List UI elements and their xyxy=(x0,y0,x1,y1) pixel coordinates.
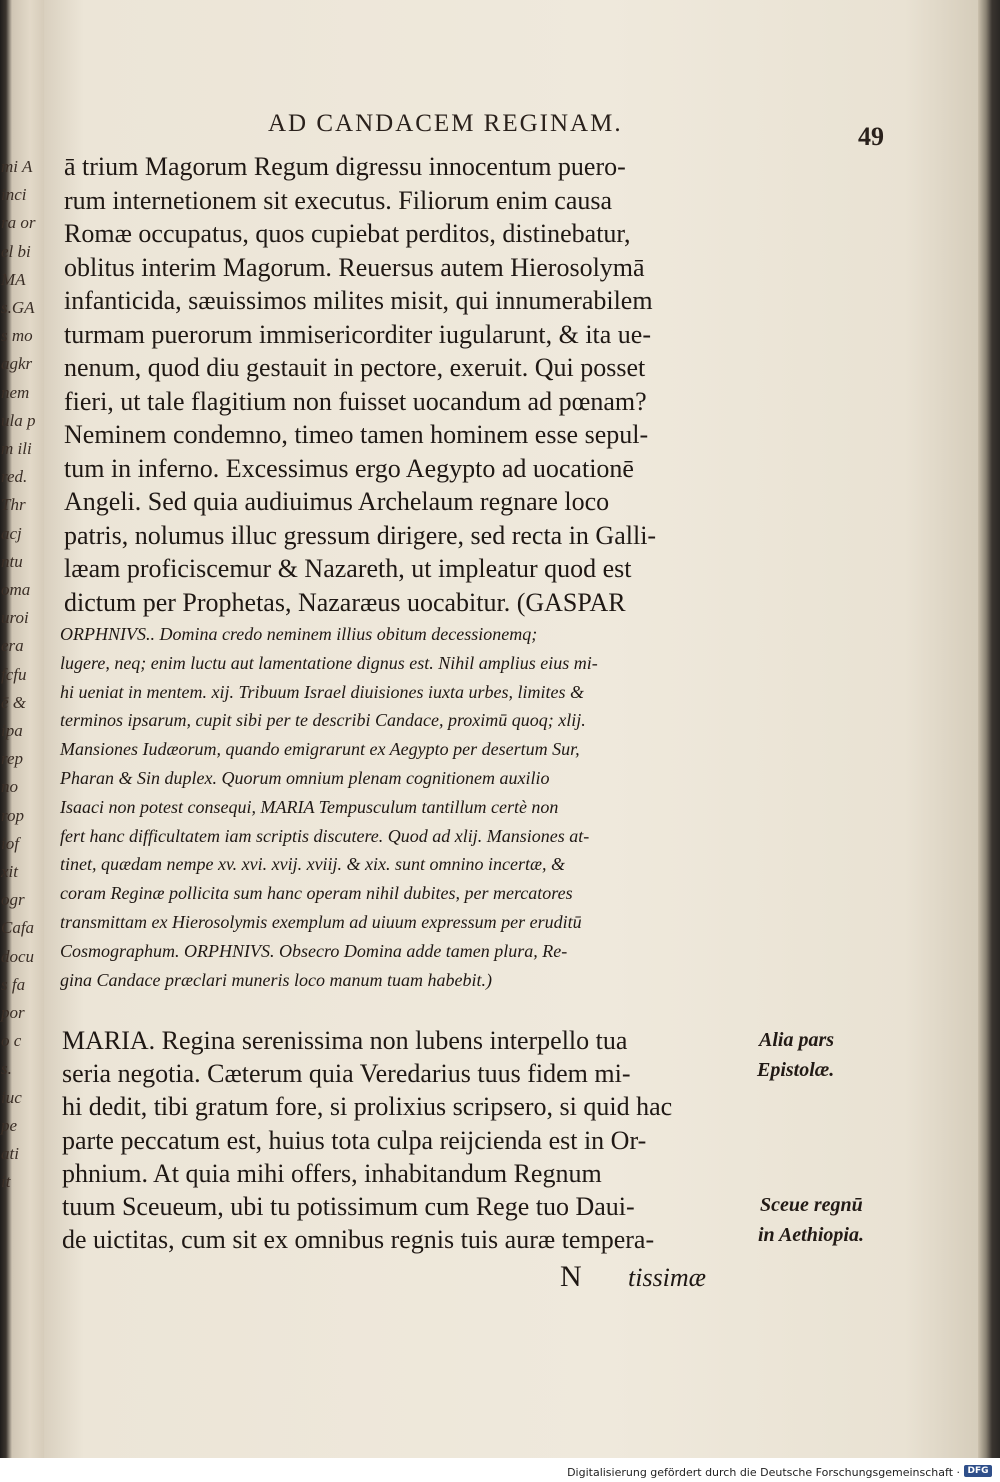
left-page-fragment: oma xyxy=(1,580,31,599)
dialog-line: Pharan & Sin duplex. Quorum omnium plenam cognitionem auxilio xyxy=(60,768,550,788)
left-page-fragment: s fa xyxy=(1,974,26,994)
dialog-line: lugere, neq; enim luctu aut lamentatione dignus est. Nihil amplius eius mi- xyxy=(60,652,598,673)
left-page-fragment: por xyxy=(1,1003,25,1022)
left-page-fragment: s mo xyxy=(1,326,33,346)
dialog-line: hi ueniat in mentem. xij. Tribuum Israel diuisiones iuxta urbes, limites & xyxy=(60,681,584,702)
left-page-fragment: fcfu xyxy=(1,664,27,684)
left-page-fragment: uroi xyxy=(1,608,29,628)
text-line: oblitus interim Magorum. Reuersus autem Hierosolymā xyxy=(64,252,645,282)
text-line: tum in inferno. Excessimus ergo Aegypto ad uocationē xyxy=(64,453,634,483)
left-page-fragment: o c xyxy=(1,1031,22,1051)
text-line: phnium. At quia mihi offers, inhabitandum Regnum xyxy=(62,1158,602,1188)
left-page-fragment: no xyxy=(1,777,18,797)
text-line: nenum, quod diu gestauit in pectore, exeruit. Qui posset xyxy=(64,353,646,382)
text-line: seria negotia. Cæterum quia Veredarius tuus fidem mi- xyxy=(62,1059,631,1089)
text-line: Neminem condemno, timeo tamen hominem esse sepul- xyxy=(64,420,649,449)
text-line: MARIA. Regina serenissima non lubens interpello tua xyxy=(62,1026,628,1055)
left-page-fragment: ipa xyxy=(1,721,23,740)
text-line: tuum Sceueum, ubi tu potissimum cum Rege tuo Daui- xyxy=(62,1192,635,1221)
text-line: læam proficiscemur & Nazareth, ut impleatur quod est xyxy=(64,554,632,583)
left-page-fragment: nem xyxy=(1,382,30,402)
left-page-fragment: acj xyxy=(1,523,22,543)
left-page-fragment: xit xyxy=(1,862,18,881)
margin-note-alia-pars-2: Epistolæ. xyxy=(757,1059,835,1081)
text-line: fieri, ut tale flagitium non fuisset uocandum ad pœnam? xyxy=(64,386,647,416)
left-page-fragment: era xyxy=(1,636,24,656)
right-page-edge xyxy=(978,0,1000,1458)
left-page-fragment: ntu xyxy=(1,551,23,571)
left-page-fragment: rep xyxy=(1,749,24,769)
left-page-fragment: mi A xyxy=(1,157,33,176)
dialog-line: coram Reginæ pollicita sum hanc operam nihil dubites, per mercatores xyxy=(60,883,573,904)
running-head: AD CANDACEM REGINAM. xyxy=(268,110,623,137)
dialog-line: gina Candace præclari muneris loco manum tuam habebit.) xyxy=(60,969,492,990)
dialog-line: fert hanc difficultatem iam scriptis discutere. Quod ad xlij. Mansiones at- xyxy=(60,825,590,846)
dialog-line: terminos ipsarum, cupit sibi per te describi Candace, proximū quoq; xlij. xyxy=(60,710,586,731)
page-number: 49 xyxy=(858,122,884,151)
text-line: parte peccatum est, huius tota culpa reijcienda est in Or- xyxy=(62,1125,647,1155)
dialog-line: tinet, quædam nempe xv. xvi. xvij. xviij. & xix. sunt omnino incertæ, & xyxy=(60,854,566,875)
left-page-fragment: ra or xyxy=(1,213,36,233)
left-page-fragment: Cafa xyxy=(1,918,35,938)
left-page-fragment: agkr xyxy=(1,354,33,374)
left-page-fragment: ē & xyxy=(1,692,27,712)
left-page-fragment: iuc xyxy=(1,1087,22,1107)
left-page-fragment: rop xyxy=(1,805,24,825)
left-page-fragment: el bi xyxy=(1,241,31,261)
left-page-fragment: s.GA xyxy=(1,298,35,317)
text-line: turmam puerorum immisericorditer iugularunt, & ita ue- xyxy=(64,319,652,349)
left-page-fragment: docu xyxy=(1,946,35,966)
dialog-line: Mansiones Iudæorum, quando emigrarunt ex Aegypto per desertum Sur, xyxy=(60,739,580,760)
text-line: ā trium Magorum Regum digressu innocentum puero- xyxy=(64,152,626,181)
text-line: de uictitas, cum sit ex omnibus regnis tuis auræ tempera- xyxy=(62,1225,655,1255)
left-page-fragment: it xyxy=(1,1172,11,1192)
margin-note-alia-pars-1: Alia pars xyxy=(759,1029,835,1051)
left-page-fragment: inci xyxy=(1,185,27,205)
margin-note-sceue-1: Sceue regnū xyxy=(760,1194,863,1216)
text-line: dictum per Prophetas, Nazaræus uocabitur. (GASPAR xyxy=(64,587,626,617)
dialog-line: Isaaci non potest consequi, MARIA Tempusculum tantillum certè non xyxy=(60,796,559,817)
left-page-fragment: iof xyxy=(1,833,19,853)
text-line: Romæ occupatus, quos cupiebat perditos, distinebatur, xyxy=(64,219,631,248)
margin-note-sceue-2: in Aethiopia. xyxy=(758,1224,864,1246)
dialog-line: Cosmographum. ORPHNIVS. Obsecro Domina adde tamen plura, Re- xyxy=(60,940,568,961)
left-page-fragment: s. xyxy=(1,1059,12,1079)
left-page-fragment: ogr xyxy=(1,890,25,910)
left-page-fragment: ula p xyxy=(1,410,36,430)
signature-mark: N xyxy=(560,1260,582,1293)
left-page-fragment: m ili xyxy=(1,439,32,458)
left-page-fragment: MA xyxy=(1,269,26,289)
text-line: Angeli. Sed quia audiuimus Archelaum regnare loco xyxy=(64,487,610,516)
left-page-fragment: pe xyxy=(1,1115,18,1135)
footer-credit: Digitalisierung gefördert durch die Deutsche Forschungsgemeinschaft · xyxy=(567,1466,960,1479)
left-page-fragment: red. xyxy=(1,467,28,487)
text-line: rum internetionem sit executus. Filiorum enim causa xyxy=(64,185,613,215)
dialog-line: ORPHNIVS.. Domina credo neminem illius obitum decessionemq; xyxy=(60,624,538,644)
left-page-fragment: Thr xyxy=(1,495,26,515)
dfg-logo: DFG xyxy=(964,1465,992,1477)
text-line: patris, nolumus illuc gressum dirigere, sed recta in Galli- xyxy=(64,520,657,550)
catchword: tissimæ xyxy=(628,1263,707,1292)
text-line: infanticida, sæuissimos milites misit, qui innumerabilem xyxy=(64,286,653,315)
left-page-fragment: ati xyxy=(1,1144,19,1163)
text-line: hi dedit, tibi gratum fore, si prolixius scripsero, si quid hac xyxy=(62,1092,673,1122)
dialog-line: transmittam ex Hierosolymis exemplum ad uiuum expressum per eruditū xyxy=(60,912,582,932)
